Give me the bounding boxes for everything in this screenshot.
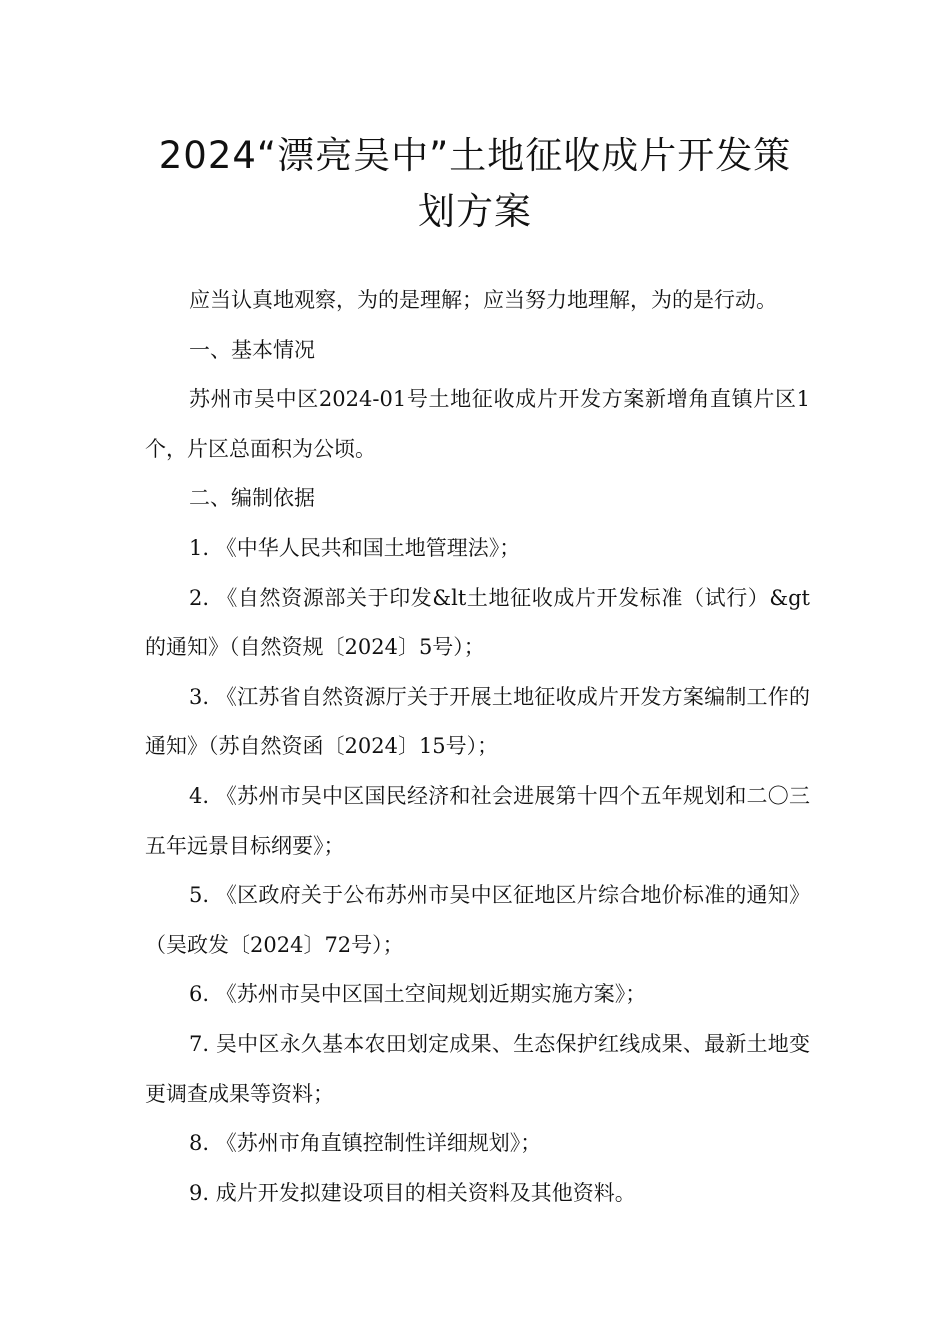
basis-item-2: 2. 《自然资源部关于印发&lt土地征收成片开发标准（试行）&gt的通知》（自然资规〔2024〕5号）； (145, 585, 810, 660)
basis-item-6: 6. 《苏州市吴中区国土空间规划近期实施方案》； (189, 982, 647, 1007)
basis-item-8: 8. 《苏州市角直镇控制性详细规划》； (189, 1131, 542, 1156)
section-heading-basic: 一、基本情况 (189, 337, 315, 362)
basis-item-5: 5. 《区政府关于公布苏州市吴中区征地区片综合地价标准的通知》（吴政发〔2024〕72号）； (145, 883, 810, 957)
basis-item-9: 9. 成片开发拟建设项目的相关资料及其他资料。 (189, 1180, 636, 1205)
basis-item-1: 1. 《中华人民共和国土地管理法》； (189, 535, 521, 560)
document-body (145, 276, 810, 1218)
document-title (120, 128, 830, 240)
title-line-2: 划方案 (418, 190, 532, 233)
basis-item-3: 3. 《江苏省自然资源厅关于开展土地征收成片开发方案编制工作的通知》（苏自然资函〔2024〕15号）； (145, 684, 810, 759)
basis-item-7: 7. 吴中区永久基本农田划定成果、生态保护红线成果、最新土地变更调查成果等资料； (145, 1031, 810, 1106)
section-heading-basis: 二、编制依据 (189, 486, 315, 511)
basis-item-4: 4. 《苏州市吴中区国民经济和社会进展第十四个五年规划和二〇三五年远景目标纲要》； (145, 783, 810, 858)
title-line-1: 2024“漂亮吴中”土地征收成片开发策 (158, 134, 792, 177)
basic-info-paragraph: 苏州市吴中区2024-01号土地征收成片开发方案新增角直镇片区1个，片区总面积为公顷。 (145, 387, 810, 461)
intro-quote: 应当认真地观察，为的是理解；应当努力地理解，为的是行动。 (189, 288, 777, 312)
